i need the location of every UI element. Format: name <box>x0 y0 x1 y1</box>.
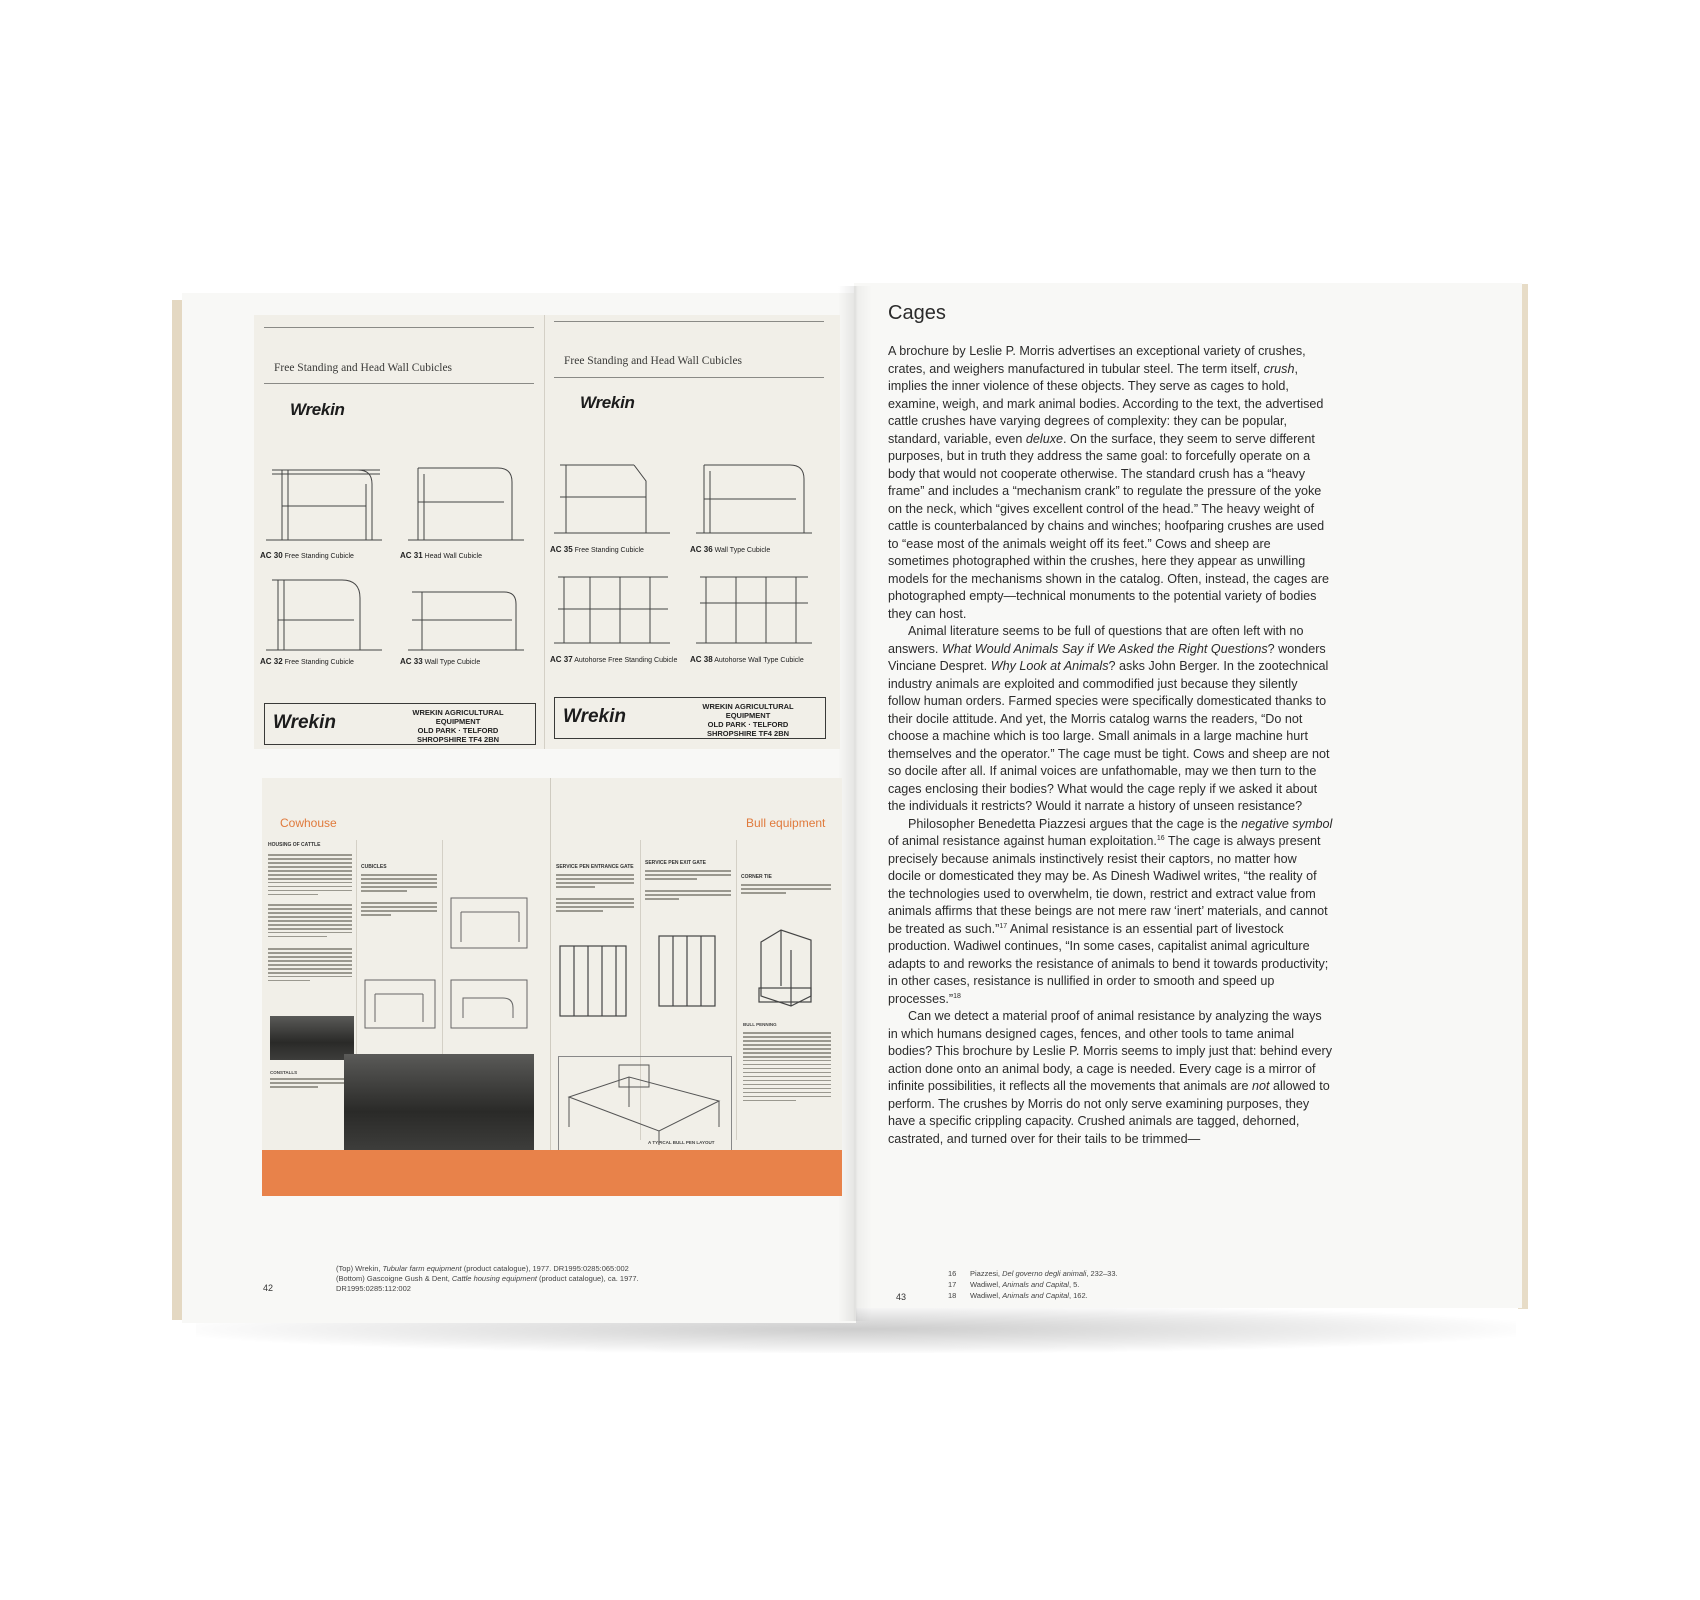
body-text-block <box>741 884 831 896</box>
bull-penning-label: BULL PENNING <box>743 1022 777 1027</box>
catalogue-footer <box>264 703 536 745</box>
cubicle-sketch <box>363 978 437 1030</box>
column-title: CORNER TIE <box>741 874 772 880</box>
typical-bull-pen-label: A TYPICAL BULL PEN LAYOUT <box>648 1140 715 1145</box>
model-label: AC 30 Free Standing Cubicle <box>260 551 354 560</box>
catalogue-column <box>736 840 837 1140</box>
catalogue-column <box>264 840 356 1140</box>
catalogue-image-top <box>254 315 840 749</box>
model-label: AC 32 Free Standing Cubicle <box>260 657 354 666</box>
body-text-block <box>361 874 437 894</box>
paragraph-4: Can we detect a material proof of animal resistance by analyzing the ways in which humans designed cages, fences, and other tools to tame animal bodies? This brochure by Leslie P. Morris seems to imply just that: behind every action done onto an animal body, a cage is needed. Every cage is a mirror of infinite possibilities, it reflects all the movements that animals are not allowed to perform. The crushes by Morris do not only serve examining purposes, they have a specific crippling capacity. Crushed animals are tagged, dehorned, castrated, and turned over for their tails to be trimmed— <box>888 1009 1333 1146</box>
paragraph-1: A brochure by Leslie P. Morris advertises an exceptional variety of crushes, crates, and weighers manufactured in tubular steel. The term itself, crush, implies the inner violence of these objects. They serve as cages to hold, examine, weigh, and mark animal bodies. According to the text, the advertised cattle crushes have varying degrees of complexity: they can be popular, standard, variable, even deluxe. On the surface, they seem to serve different purposes, but in truth they address the same goal: to forcefully operate on a body that would not cooperate otherwise. The standard crush has a “heavy frame” and includes a “mechanism crank” to regulate the pressure of the yoke on the neck, which “gives excellent control of the head.” The heavy weight of cattle is counterbalanced by chains and winches; hoofparing crushes are used to “ease most of the animals weight off its feet.” Cows and sheep are sometimes photographed within the crushes, here they appear as unwilling models for the mechanisms shown in the catalog. Often, instead, the cages are photographed empty—technical monuments to the potential variety of bodies they can host. <box>888 344 1330 621</box>
cattle-in-cubicles-photo <box>344 1054 534 1150</box>
section-title-bull-equipment: Bull equipment <box>746 816 826 830</box>
body-text-block <box>645 870 731 882</box>
body-text-block <box>268 904 352 940</box>
wrekin-logo: Wrekin <box>290 400 345 419</box>
cubicle-drawing <box>692 453 816 541</box>
cubicle-drawing <box>692 563 816 651</box>
cubicle-drawing <box>404 570 528 658</box>
wrekin-logo: Wrekin <box>273 712 337 733</box>
paragraph-2: Animal literature seems to be full of questions that are often left with no answers. What Would Animals Say if We Asked the Right Questions? wonders Vinciane Despret. Why Look at Animals? asks John Berger. In the zootechnical industry animals are exploited and commodified just because they silently follow human orders. Farmed species were specifically domesticated thanks to their docile attitude. And yet, the Morris catalog warns the readers, “Do not choose a machine which is too large. Small animals in a large machine hurt themselves and the operator.” The cage must be tight. Cows and sheep are not so docile after all. If animal voices are unfathomable, may we then turn to the cages enclosing their bodies? What would the cage reply if we asked it about the individuals it restricts? Would it narrate a history of unseen resistance? <box>888 624 1330 813</box>
body-text-block <box>556 898 634 914</box>
model-label: AC 37 Autohorse Free Standing Cubicle <box>550 655 678 664</box>
gate-drawing <box>653 928 723 1012</box>
cubicle-sketch <box>449 896 529 950</box>
rule <box>264 327 534 328</box>
rule <box>264 383 534 384</box>
model-label: AC 38 Autohorse Wall Type Cubicle <box>690 655 804 664</box>
body-text-block <box>743 1032 831 1104</box>
bull-pen-drawing <box>751 922 821 1008</box>
model-label: AC 36 Wall Type Cubicle <box>690 545 771 554</box>
wrekin-logo: Wrekin <box>563 706 627 727</box>
cubicle-drawing <box>262 570 386 658</box>
body-text-block <box>270 1078 350 1090</box>
cubicle-drawing <box>550 453 674 541</box>
body-text-block <box>268 854 352 898</box>
cubicle-drawing <box>404 460 528 548</box>
cattle-stall-photo <box>270 1016 354 1060</box>
catalogue-footer <box>554 697 826 739</box>
column-title: SERVICE PEN ENTRANCE GATE <box>556 864 634 870</box>
model-label: AC 35 Free Standing Cubicle <box>550 545 644 554</box>
catalogue-sheet-2 <box>544 315 834 749</box>
sheet-heading: Free Standing and Head Wall Cubicles <box>274 362 453 374</box>
orange-band <box>262 1150 842 1196</box>
section-heading: Cages <box>888 302 946 324</box>
bull-pen-layout-drawing <box>558 1056 732 1152</box>
paragraph-3: Philosopher Benedetta Piazzesi argues that the cage is the negative symbol of animal resistance against human exploitation.$^{16}$ The cage is always present precisely because animals instinctively resist their captors, no matter how docile or domesticated they may be. As Dinesh Wadiwel writes, “the reality of the technologies used to overwhelm, tie down, restrict and extract value from animals affirms that these beings are not mere raw ‘inert’ materials, and cannot be treated as such.”$^{17}$ Animal resistance is an essential part of livestock production. Wadiwel continues, “In some cases, capitalist animal agriculture adapts to and reworks the resistance of animals to bend it towards productivity; in other cases, resistance is nullified in order to smooth and speed up processes.”$^{18}$ <box>888 816 1333 1006</box>
wrekin-logo: Wrekin <box>580 393 635 412</box>
catalogue-sheet-1 <box>254 315 545 749</box>
footnotes <box>948 1268 1118 1301</box>
book-gutter <box>838 286 872 1321</box>
cubicle-drawing <box>262 460 386 548</box>
column-title: SERVICE PEN EXIT GATE <box>645 860 706 866</box>
body-text-block <box>645 890 731 902</box>
rule <box>554 377 824 378</box>
rule <box>554 321 824 322</box>
body-text-block <box>361 902 437 918</box>
column-title: HOUSING OF CATTLE <box>268 842 321 848</box>
cubicle-drawing <box>550 563 674 651</box>
sheet-heading: Free Standing and Head Wall Cubicles <box>564 355 743 367</box>
page-number-left: 42 <box>263 1283 274 1293</box>
gate-drawing <box>556 940 632 1020</box>
body-text <box>888 343 1333 1148</box>
footnote: 18 Wadiwel, Animals and Capital, 162. <box>948 1291 1088 1300</box>
page-number-right: 43 <box>896 1292 907 1302</box>
section-title-cowhouse: Cowhouse <box>280 816 337 830</box>
model-label: AC 31 Head Wall Cubicle <box>400 551 482 560</box>
body-text-block <box>268 948 352 984</box>
body-text-block <box>556 874 634 890</box>
column-title: CUBICLES <box>361 864 387 870</box>
footnote: 16 Piazzesi, Del governo degli animali, 232–33. <box>948 1269 1118 1278</box>
figure-caption: (Top) Wrekin, Tubular farm equipment (product catalogue), 1977. DR1995:0285:065:002 (Bottom) Gascoigne Gush & Dent, Cattle housing equipment (product catalogue), ca. 1977. DR1995:0285:112:002 <box>336 1264 639 1293</box>
company-address: WREKIN AGRICULTURAL EQUIPMENT OLD PARK · TELFORD SHROPSHIRE TF4 2BN <box>412 708 504 744</box>
model-label: AC 33 Wall Type Cubicle <box>400 657 481 666</box>
footnote: 17 Wadiwel, Animals and Capital, 5. <box>948 1280 1080 1289</box>
constalls-label: CONSTALLS <box>270 1070 298 1075</box>
catalogue-image-bottom <box>262 778 842 1196</box>
company-address: WREKIN AGRICULTURAL EQUIPMENT OLD PARK · TELFORD SHROPSHIRE TF4 2BN <box>702 702 794 738</box>
cubicle-sketch <box>449 978 529 1030</box>
spread-divider <box>550 778 551 1150</box>
